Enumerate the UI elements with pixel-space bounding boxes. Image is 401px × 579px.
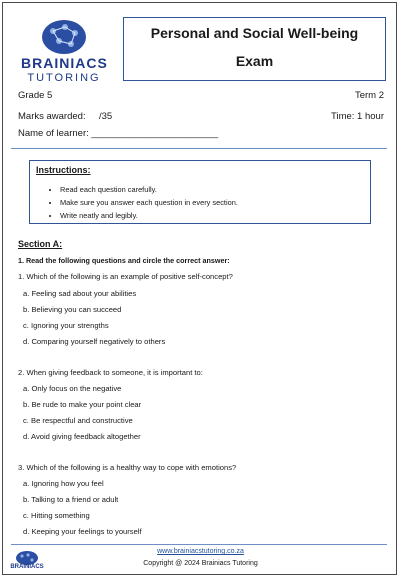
instruction-item: • Write neatly and legibly. (60, 209, 238, 222)
answer-option[interactable]: b. Believing you can succeed (23, 305, 122, 314)
answer-option[interactable]: d. Comparing yourself negatively to others (23, 337, 166, 346)
answer-option[interactable]: c. Hitting something (23, 511, 90, 520)
answer-option[interactable]: a. Only focus on the negative (23, 384, 122, 393)
section-directive: 1. Read the following questions and circle the correct answer: (18, 256, 230, 265)
footer-logo-text: BRAINIACS (10, 564, 44, 570)
divider (11, 148, 387, 149)
term-label: Term 2 (354, 90, 384, 101)
learner-name-field[interactable]: Name of learner: ________________________ (18, 128, 219, 139)
instructions-heading: Instructions: (36, 165, 91, 175)
exam-title: Personal and Social Well-being (150, 25, 359, 41)
title-box (123, 17, 386, 81)
exam-page (2, 2, 397, 575)
marks-total: /35 (99, 111, 113, 122)
answer-option[interactable]: c. Ignoring your strengths (23, 321, 109, 330)
question-text: 2. When giving feedback to someone, it is important to: (18, 368, 203, 377)
answer-option[interactable]: a. Ignoring how you feel (23, 479, 104, 488)
footer-divider (11, 544, 387, 545)
website-link[interactable]: www.brainiacstutoring.co.za (157, 548, 244, 555)
answer-option[interactable]: d. Avoid giving feedback altogether (23, 432, 141, 441)
logo-brand-text: BRAINIACS (21, 55, 108, 71)
logo-sub-text: TUTORING (27, 72, 101, 84)
copyright-text: Copyright @ 2024 Brainiacs Tutoring (143, 560, 258, 567)
brainiacs-logo (21, 17, 107, 83)
question-text: 1. Which of the following is an example of positive self-concept? (18, 272, 233, 281)
answer-option[interactable]: b. Be rude to make your point clear (23, 400, 142, 409)
time-label: Time: 1 hour (331, 111, 384, 122)
answer-option[interactable]: d. Keeping your feelings to yourself (23, 527, 142, 536)
instruction-item: • Make sure you answer each question in every section. (60, 196, 238, 209)
marks-label: Marks awarded: (18, 111, 86, 122)
exam-subtitle: Exam (235, 53, 274, 69)
brain-icon (39, 17, 89, 57)
grade-label: Grade 5 (18, 90, 53, 101)
section-heading: Section A: (18, 239, 63, 249)
instructions-list (30, 183, 238, 222)
answer-option[interactable]: b. Talking to a friend or adult (23, 495, 119, 504)
instruction-item: • Read each question carefully. (60, 183, 238, 196)
instructions-box (29, 160, 371, 224)
answer-option[interactable]: c. Be respectful and constructive (23, 416, 133, 425)
question-text: 3. Which of the following is a healthy way to cope with emotions? (18, 463, 237, 472)
answer-option[interactable]: a. Feeling sad about your abilities (23, 289, 137, 298)
